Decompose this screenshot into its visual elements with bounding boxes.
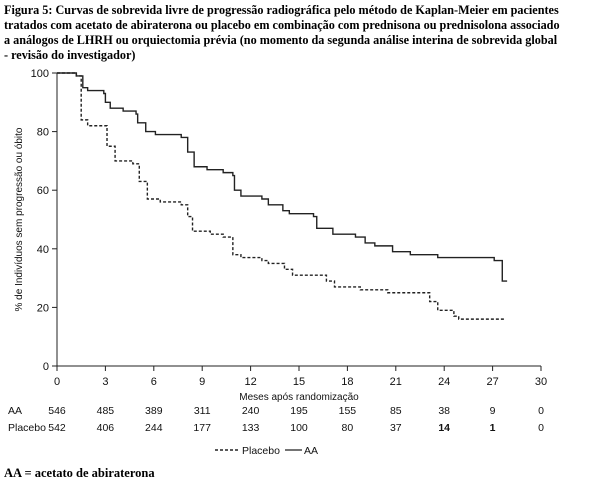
- risk-value: 1: [489, 422, 496, 434]
- caption-line: a análogos de LHRH ou orquiectomia prévia (no momento da segunda análise interina de sobrevida global: [4, 33, 558, 47]
- caption-line: Figura 5: Curvas de sobrevida livre de progressão radiográfica pelo método de Kaplan-Meier em pacientes: [4, 3, 559, 17]
- chart-legend: [215, 445, 318, 457]
- footnote: AA = acetato de abiraterona: [4, 466, 155, 480]
- caption-line: tratados com acetato de abiraterona ou placebo em combinação com prednisona ou prednisolona associado: [4, 18, 560, 32]
- x-tick-label: 15: [292, 376, 306, 388]
- y-tick-label: 60: [36, 185, 49, 198]
- risk-value: 389: [145, 405, 163, 417]
- y-tick-label: 0: [42, 361, 49, 373]
- y-tick-label: 80: [36, 126, 49, 139]
- caption-line: - revisão do investigador): [4, 48, 136, 62]
- x-tick-label: 24: [438, 376, 451, 388]
- risk-value: 155: [338, 405, 357, 417]
- risk-value: 14: [438, 422, 451, 434]
- risk-value: 80: [341, 422, 354, 434]
- risk-row-label: Placebo: [8, 422, 46, 434]
- y-axis-label: % de Indivíduos sem progressão ou óbito: [14, 127, 25, 312]
- y-tick-label: 40: [36, 243, 49, 256]
- risk-row-label: AA: [8, 405, 23, 417]
- x-tick-label: 21: [389, 376, 402, 388]
- x-tick-label: 6: [150, 376, 157, 388]
- risk-value: 100: [290, 422, 308, 434]
- risk-value: 542: [48, 422, 66, 434]
- risk-table: [8, 405, 544, 434]
- risk-value: 0: [538, 405, 544, 417]
- risk-value: 240: [241, 405, 260, 417]
- risk-value: 38: [438, 405, 451, 417]
- risk-value: 85: [389, 405, 402, 417]
- x-tick-label: 12: [244, 376, 257, 388]
- risk-value: 9: [489, 405, 496, 417]
- risk-value: 133: [241, 422, 260, 434]
- risk-value: 244: [145, 422, 163, 434]
- risk-value: 406: [96, 422, 115, 434]
- y-tick-label: 100: [30, 68, 49, 80]
- risk-value: 546: [48, 405, 66, 417]
- risk-value: 195: [290, 405, 308, 417]
- x-tick-label: 0: [53, 376, 61, 388]
- x-tick-label: 3: [102, 376, 109, 388]
- x-tick-label: 9: [199, 376, 206, 388]
- risk-value: 37: [389, 422, 402, 434]
- legend-label-aa: AA: [304, 445, 319, 457]
- x-tick-label: 18: [341, 376, 354, 388]
- chart-series-layer: [57, 73, 507, 319]
- risk-value: 485: [96, 405, 115, 417]
- legend-label-placebo: Placebo: [242, 445, 280, 457]
- risk-value: 0: [538, 422, 544, 434]
- risk-value: 177: [193, 422, 211, 434]
- y-tick-label: 20: [36, 302, 49, 315]
- series-line-placebo: [57, 73, 506, 319]
- chart-axes: [14, 68, 547, 403]
- x-axis-label: Meses após randomização: [239, 392, 359, 403]
- risk-value: 311: [193, 405, 211, 417]
- x-tick-label: 30: [534, 376, 548, 388]
- series-line-aa: [57, 73, 507, 281]
- x-tick-label: 27: [486, 376, 499, 388]
